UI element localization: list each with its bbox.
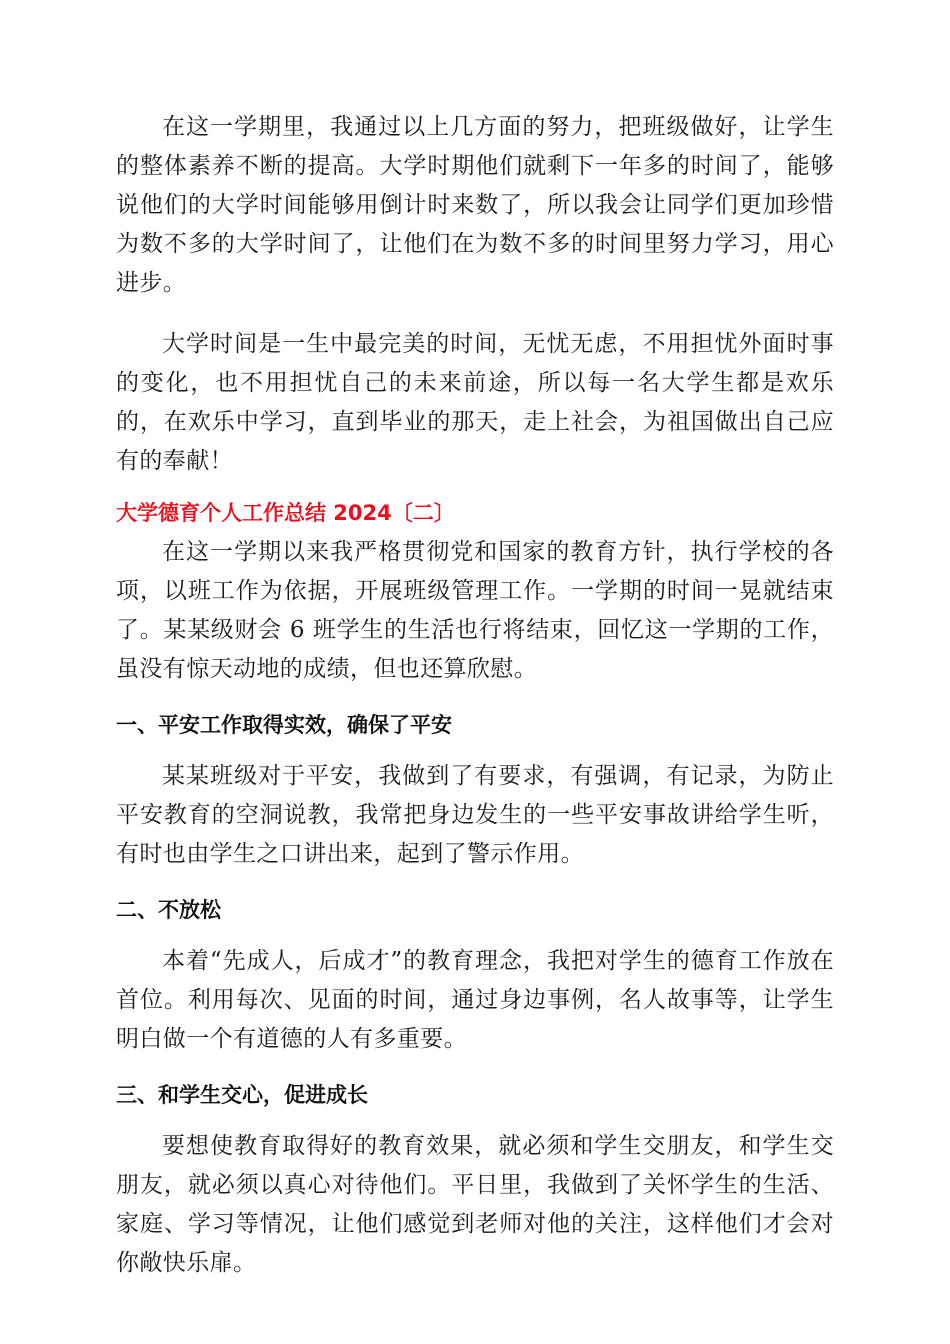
paragraph-6: 要想使教育取得好的教育效果，就必须和学生交朋友，和学生交朋友，就必须以真心对待他们。平日里，我做到了关怀学生的生活、家庭、学习等情况，让他们感觉到老师对他的关注，这样他们才会对你敞快乐扉。 xyxy=(116,1133,834,1276)
paragraph-4: 某某班级对于平安，我做到了有要求，有强调，有记录，为防止平安教育的空洞说教，我常把身边发生的一些平安事故讲给学生听，有时也由学生之口讲出来，起到了警示作用。 xyxy=(116,763,834,867)
section-title: 大学德育个人工作总结 2024〔二〕 xyxy=(116,501,455,525)
heading-no-relax: 二、不放松 xyxy=(116,898,221,922)
paragraph-3: 在这一学期以来我严格贯彻党和国家的教育方针，执行学校的各项，以班工作为依据，开展班级管理工作。一学期的时间一晃就结束了。某某级财会 6 班学生的生活也行将结束，回忆这一学期的工作，虽没有惊天动地的成绩，但也还算欣慰。 xyxy=(116,539,834,682)
heading-heart-to-heart: 三、和学生交心，促进成长 xyxy=(116,1083,368,1107)
paragraph-5: 本着“先成人，后成才”的教育理念，我把对学生的德育工作放在首位。利用每次、见面的时间，通过身边事例，名人故事等，让学生明白做一个有道德的人有多重要。 xyxy=(116,948,834,1052)
paragraph-1: 在这一学期里，我通过以上几方面的努力，把班级做好，让学生的整体素养不断的提高。大学时期他们就剩下一年多的时间了，能够说他们的大学时间能够用倒计时来数了，所以我会让同学们更加珍惜为数不多的大学时间了，让他们在为数不多的时间里努力学习，用心进步。 xyxy=(116,114,834,296)
paragraph-2: 大学时间是一生中最完美的时间，无忧无虑，不用担忧外面时事的变化，也不用担忧自己的未来前途，所以每一名大学生都是欢乐的，在欢乐中学习，直到毕业的那天，走上社会，为祖国做出自己应有的奉献！ xyxy=(116,331,834,474)
heading-safety-work: 一、平安工作取得实效，确保了平安 xyxy=(116,713,452,737)
document-body xyxy=(116,108,834,1283)
